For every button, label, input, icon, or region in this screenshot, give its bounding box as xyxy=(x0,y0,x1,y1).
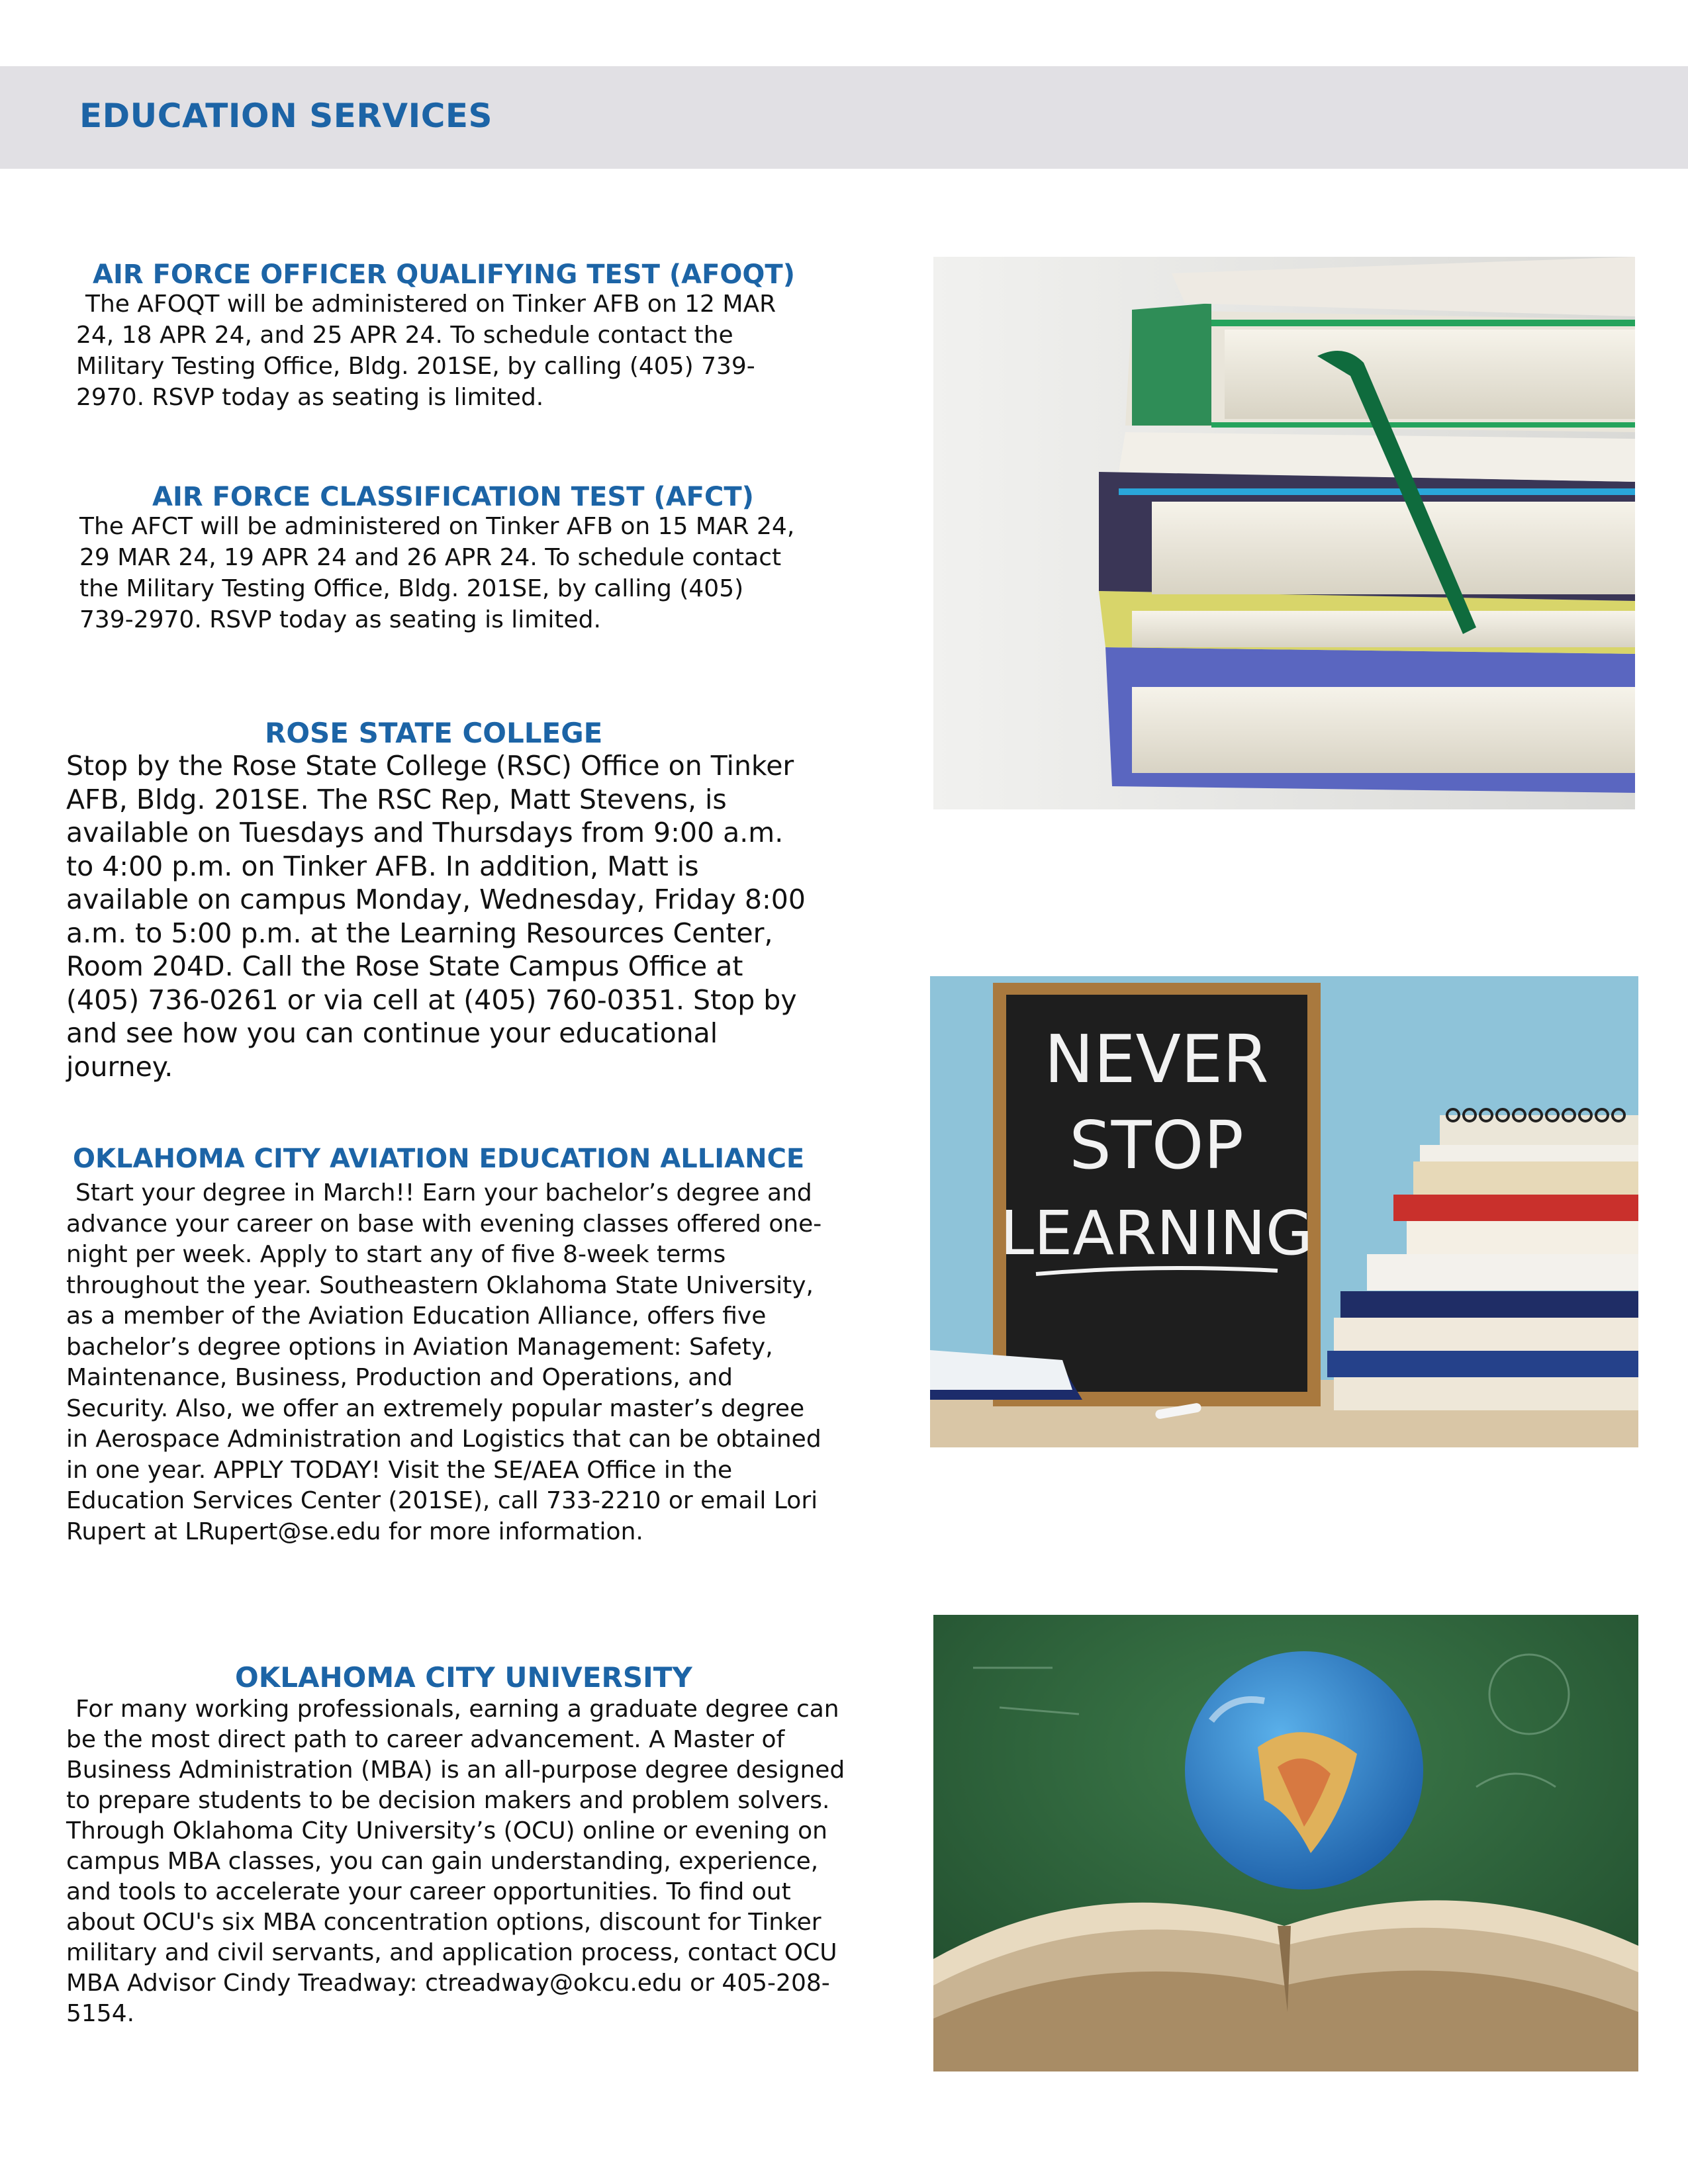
section-body-aviation-alliance: Start your degree in March!! Earn your bachelor’s degree and advance your career on base with evening classes offered one-night per week. Apply to start any of five 8-week terms throughout the year. Southeastern Oklahoma State University, as a member of the Aviation Education Alliance, offers five bachelor’s degree options in Aviation Management: Safety, Maintenance, Business, Production and Operations, and Security. Also, we offer an extremely popular master’s degree in Aerospace Administration and Logistics that can be obtained in one year. APPLY TODAY! Visit the SE/AEA Office in the Education Services Center (201SE), call 733-2210 or email Lori Rupert at LRupert@se.edu for more information. xyxy=(66,1179,822,1545)
chalkboard-line-3: LEARNING xyxy=(1000,1198,1313,1269)
section-body-ocu: For many working professionals, earning a graduate degree can be the most direct path to career advancement. A Master of Business Administration (MBA) is an all-purpose degree designed to prepare students to be decision makers and problem solvers. Through Oklahoma City University’s (OCU) online or evening on campus MBA classes, you can gain understanding, experience, and tools to accelerate your career opportunities. To find out about OCU's six MBA concentration options, discount for Tinker military and civil servants, and application process, contact OCU MBA Advisor Cindy Treadway: ctreadway@okcu.edu or 405-208-5154. xyxy=(66,1696,845,2027)
section-body-afoqt: The AFOQT will be administered on Tinker AFB on 12 MAR 24, 18 APR 24, and 25 APR 24. To schedule contact the Military Testing Office, Bldg. 201SE, by calling (405) 739-2970. RSVP today as seating is limited. xyxy=(76,291,776,411)
chalkboard-photo xyxy=(930,976,1638,1447)
books-stack-photo xyxy=(933,257,1635,809)
section-heading-aviation-alliance: OKLAHOMA CITY AVIATION EDUCATION ALLIANCE xyxy=(73,1144,805,1174)
section-heading-afoqt: AIR FORCE OFFICER QUALIFYING TEST (AFOQT) xyxy=(93,259,795,290)
chalkboard-line-2: STOP xyxy=(1069,1107,1244,1184)
globe-book-photo xyxy=(933,1615,1638,2071)
chalkboard-line-1: NEVER xyxy=(1044,1021,1269,1098)
section-body-rose-state: Stop by the Rose State College (RSC) Office on Tinker AFB, Bldg. 201SE. The RSC Rep, Matt Stevens, is available on Tuesdays and Thursdays from 9:00 a.m. to 4:00 p.m. on Tinker AFB. In addition, Matt is available on campus Monday, Wednesday, Friday 8:00 a.m. to 5:00 p.m. at the Learning Resources Center, Room 204D. Call the Rose State Campus Office at (405) 736-0261 or via cell at (405) 760-0351. Stop by and see how you can continue your educational journey. xyxy=(66,750,806,1083)
section-heading-ocu: OKLAHOMA CITY UNIVERSITY xyxy=(235,1661,692,1694)
page-title: EDUCATION SERVICES xyxy=(79,97,493,135)
section-heading-afct: AIR FORCE CLASSIFICATION TEST (AFCT) xyxy=(152,482,754,512)
section-heading-rose-state: ROSE STATE COLLEGE xyxy=(265,717,603,749)
section-body-afct: The AFCT will be administered on Tinker AFB on 15 MAR 24, 29 MAR 24, 19 APR 24 and 26 APR 24. To schedule contact the Military Testing Office, Bldg. 201SE, by calling (405) 739-2970. RSVP today as seating is limited. xyxy=(79,513,795,633)
